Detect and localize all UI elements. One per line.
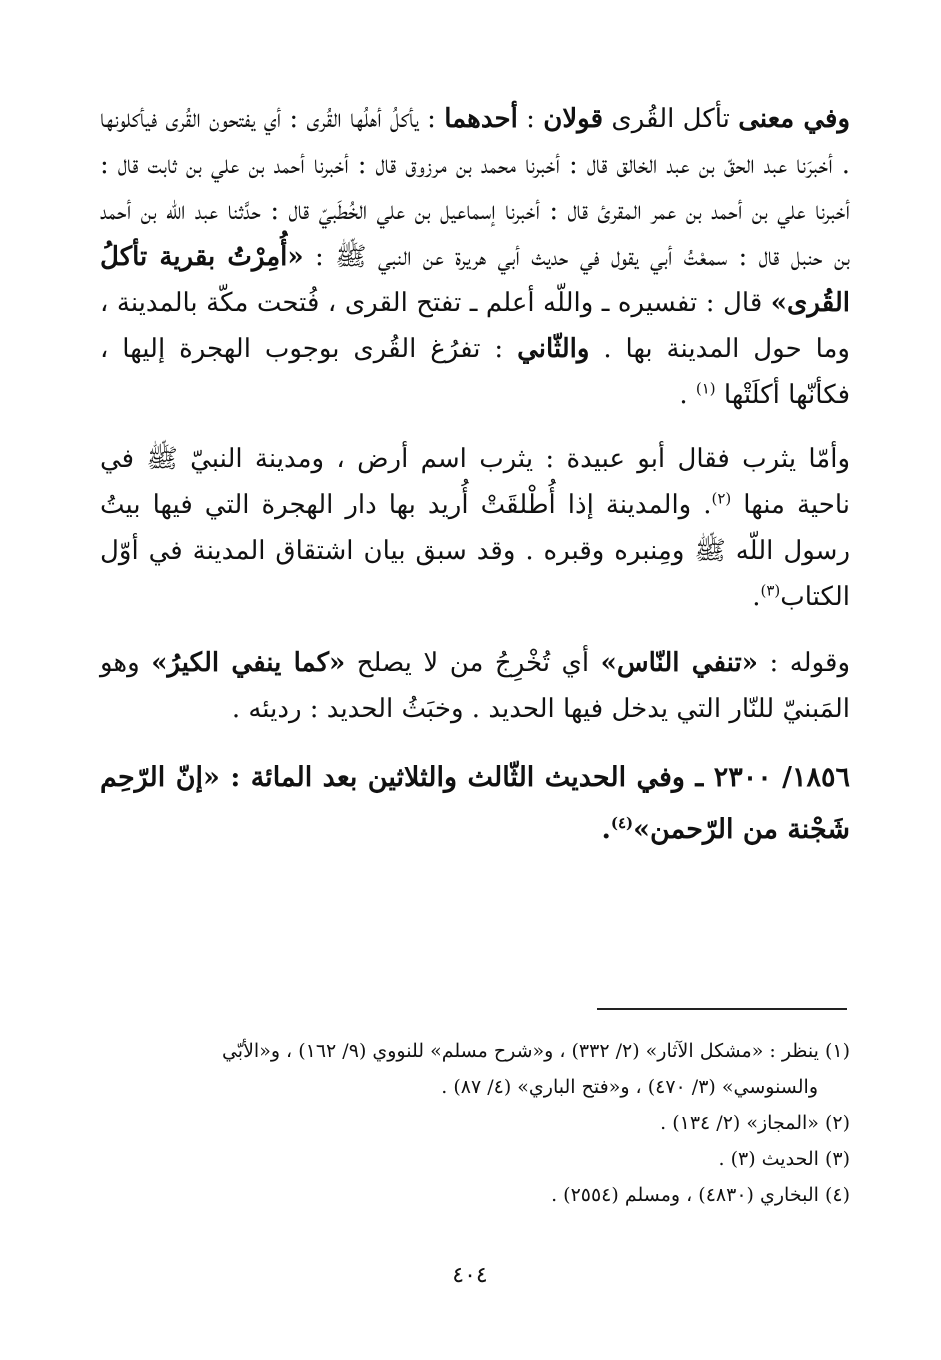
text-run: وهو المَبنيّ للنّار التي يدخل فيها الحديد . وخبَثُ الحديد : رديئه . — [100, 648, 850, 724]
text-run: أي تُخْرِجُ من لا يصلح — [345, 648, 601, 678]
footnote-1: (١) ينظر : «مشكل الآثار» (٢/ ٣٣٢) ، و«شرح مسلم» للنووي (٩/ ١٦٢) ، و«الأبّي — [221, 1040, 850, 1062]
footnote-marker-2[interactable]: (٢) — [711, 489, 732, 508]
hadith-quote: «أُمِرْتُ بقرية تأكلُ القُرى» — [100, 242, 850, 318]
bold-term-qawlan: قولان — [543, 104, 604, 134]
quote-tanfi-alnas: «تنفي النّاس» — [600, 648, 758, 678]
footnote-4: (٤) البخاري (٤٨٣٠) ، ومسلم (٢٥٥٤) . — [551, 1184, 850, 1206]
text-run: قال : تفسيره ـ واللّه أعلم ـ تفتح القرى ، فُتحت مكّة بالمدينة ، وما حول المدينة بها . — [100, 288, 850, 364]
text-run: وأمّا يثرب فقال أبو عبيدة : يثرب اسم أرض ، ومدينة النبيّ ﷺ في ناحية منها — [100, 444, 851, 520]
text-run: تأكل القُرى — [603, 104, 739, 134]
footnote-marker-4[interactable]: (٤) — [610, 814, 634, 832]
text-run: . — [752, 582, 761, 612]
paragraph-3 — [100, 640, 850, 732]
bold-term-ahaduhuma: أحدهما — [444, 104, 518, 134]
footnote-marker-1[interactable]: (١) — [695, 379, 716, 398]
footnote-divider — [597, 1008, 847, 1010]
quote-kama-yanfi: «كما ينفي الكيرُ» — [151, 648, 346, 678]
hadith-text: ١٨٥٦/ ٢٣٠٠ ـ وفي الحديث الثّالث والثلاثين بعد المائة : «إنّ الرّحِم شَجْنة من الرّحمن» — [100, 762, 850, 845]
footnote-marker-3[interactable]: (٣) — [760, 581, 781, 600]
footnote-3: (٣) الحديث (٣) . — [718, 1148, 850, 1170]
hadith-heading — [100, 752, 850, 856]
text-run: وقوله : — [757, 648, 850, 678]
bold-term-althani: والثّاني — [517, 334, 590, 364]
bold-lead: وفي معنى — [738, 104, 851, 134]
text-run: : يأكلُ أهلُها القُرى : أي يفتحون القُرى فيأكلونها . أخبرَنا عبد الحقّ بن عبد الخالق قال : أخبرنا محمد بن مرزوق قال : أخبرنا أحمد بن علي بن ثابت قال : أخبرنا علي بن أحمد بن عمر المقرئ قال : أخبرنا إسماعيل بن علي الخُطَبيّ قال : حدَّثنا عبد اللّه بن أحمد بن حنبل قال : سمعْتُ أبي يقول في حديث أبي هريرة عن النبي ﷺ : — [100, 104, 850, 272]
paragraph-2 — [100, 436, 850, 620]
page-number: ٤٠٤ — [452, 1263, 488, 1288]
text-run: . — [679, 380, 696, 410]
text-run: : تفرُغ القُرى بوجوب الهجرة إليها ، فكأنّها أكلَتْها — [100, 334, 850, 410]
text-run: . — [601, 814, 611, 845]
footnotes — [100, 1033, 850, 1213]
text-run: . والمدينة إذا أُطْلقَتْ أُريد بها دار الهجرة التي فيها بيتُ رسول اللّه ﷺ ومِنبره وقبره . وقد سبق بيان اشتقاق المدينة في أوّل الكتاب — [100, 490, 850, 612]
text-run: : — [517, 104, 544, 134]
paragraph-1 — [100, 96, 850, 418]
main-text — [100, 96, 850, 876]
footnote-2: (٢) «المجاز» (٢/ ١٣٤) . — [660, 1112, 850, 1134]
footnote-1-continuation: والسنوسي» (٣/ ٤٧٠) ، و«فتح الباري» (٤/ ٨٧) . — [441, 1076, 818, 1098]
